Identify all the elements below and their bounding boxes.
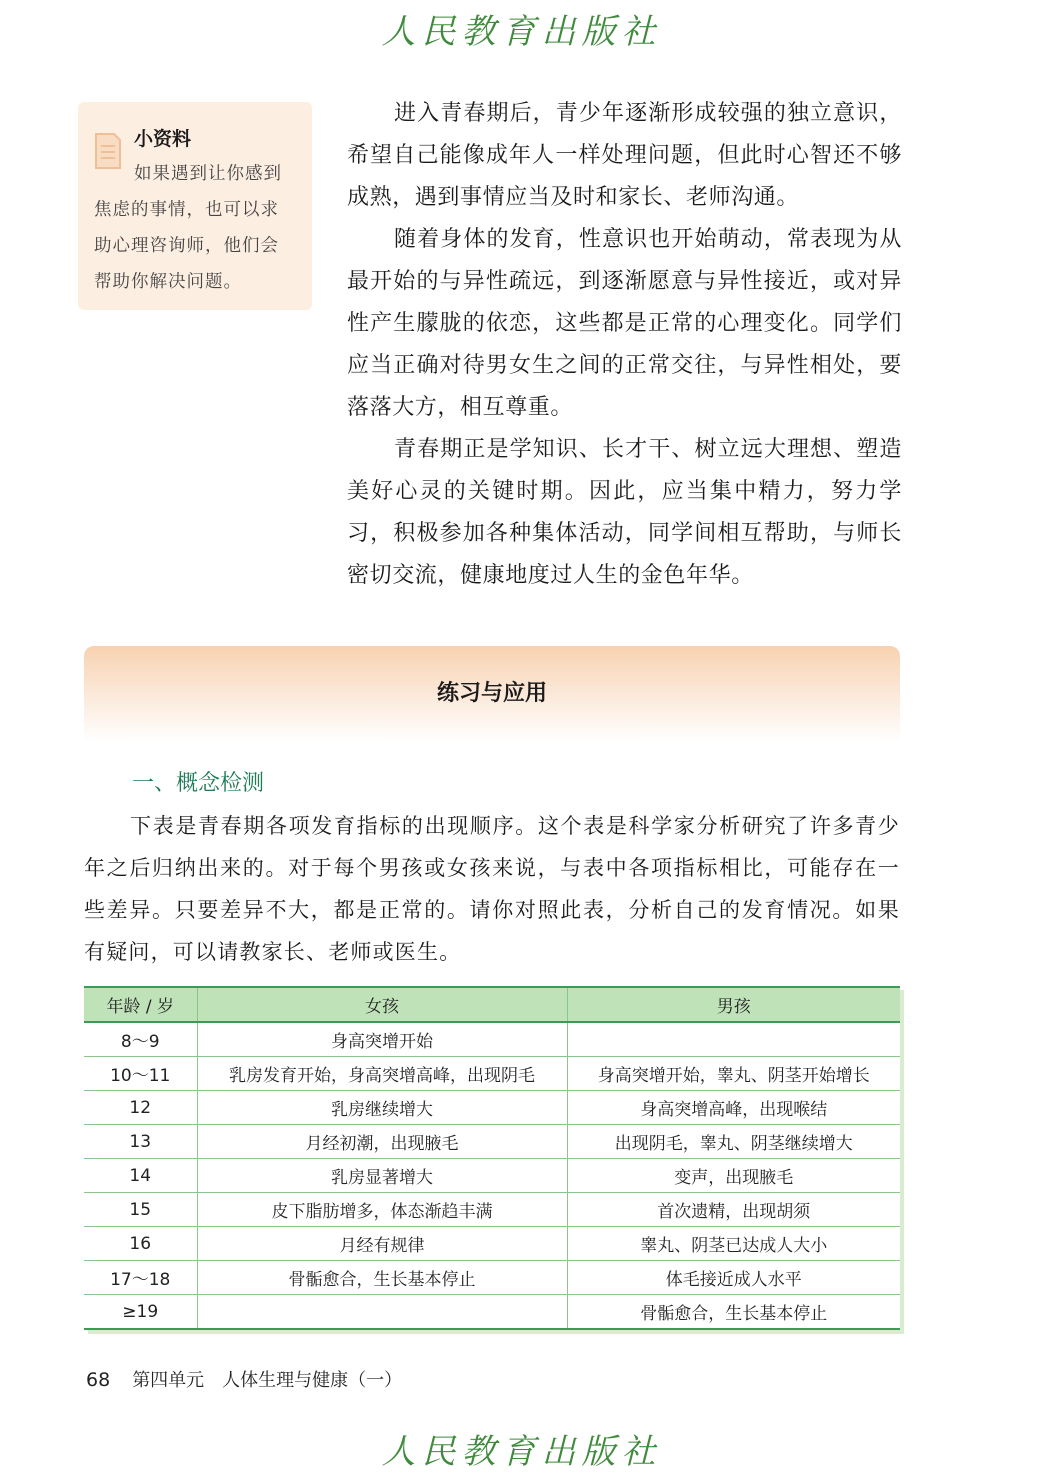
cell-boys: 体毛接近成人水平 [567,1261,900,1295]
sidenote-line: 如果遇到让你感到 [134,164,282,184]
cell-age: 14 [84,1159,197,1193]
table-header-row [84,987,900,1022]
cell-girls: 骨骺愈合，生长基本停止 [197,1261,567,1295]
cell-girls: 月经初潮，出现腋毛 [197,1125,567,1159]
cell-age: 13 [84,1125,197,1159]
table-row [84,1022,900,1057]
table-row [84,1125,900,1159]
header-age: 年龄 / 岁 [84,987,197,1022]
publisher-watermark-bottom: 人民教育出版社 [381,1432,662,1472]
table-row [84,1159,900,1193]
chapter-title: 第四单元 人体生理与健康（一） [132,1370,403,1391]
cell-boys: 变声，出现腋毛 [567,1159,900,1193]
cell-age: 17～18 [84,1261,197,1295]
cell-age: 8～9 [84,1022,197,1057]
sidenote-body [94,156,304,300]
cell-age: 10～11 [84,1057,197,1091]
body-text [347,93,902,597]
table-row [84,1193,900,1227]
development-table [84,986,900,1330]
sidenote-line: 帮助你解决问题。 [94,272,242,292]
table-row [84,1057,900,1091]
page-footer [86,1366,402,1392]
section-heading: 一、概念检测 [132,771,265,796]
cell-girls: 月经有规律 [197,1227,567,1261]
cell-boys: 首次遗精，出现胡须 [567,1193,900,1227]
publisher-watermark-top: 人民教育出版社 [381,12,662,52]
cell-age: 16 [84,1227,197,1261]
table-row [84,1295,900,1330]
cell-boys: 骨骺愈合，生长基本停止 [567,1295,900,1330]
cell-girls: 乳房继续增大 [197,1091,567,1125]
practice-banner [84,646,900,742]
header-boys: 男孩 [567,987,900,1022]
sidenote-title: 小资料 [134,128,192,150]
cell-girls: 乳房显著增大 [197,1159,567,1193]
table-row [84,1261,900,1295]
paragraph: 进入青春期后，青少年逐渐形成较强的独立意识，希望自己能像成年人一样处理问题，但此时心智还不够成熟，遇到事情应当及时和家长、老师沟通。 [347,101,902,210]
cell-girls: 身高突增开始 [197,1022,567,1057]
practice-title: 练习与应用 [436,681,547,706]
cell-girls: 乳房发育开始，身高突增高峰，出现阴毛 [197,1057,567,1091]
cell-age: 12 [84,1091,197,1125]
table-row [84,1227,900,1261]
page-number: 68 [86,1369,111,1391]
intro-paragraph: 下表是青春期各项发育指标的出现顺序。这个表是科学家分析研究了许多青少年之后归纳出来的。对于每个男孩或女孩来说，与表中各项指标相比，可能存在一些差异。只要差异不大，都是正常的。请你对照此表，分析自己的发育情况。如果有疑问，可以请教家长、老师或医生。 [84,814,900,964]
cell-boys: 身高突增开始，睾丸、阴茎开始增长 [567,1057,900,1091]
paragraph: 青春期正是学知识、长才干、树立远大理想、塑造美好心灵的关键时期。因此，应当集中精力，努力学习，积极参加各种集体活动，同学间相互帮助，与师长密切交流，健康地度过人生的金色年华。 [347,437,902,588]
cell-boys: 身高突增高峰，出现喉结 [567,1091,900,1125]
cell-boys [567,1022,900,1057]
cell-age: 15 [84,1193,197,1227]
table-row [84,1091,900,1125]
header-girls: 女孩 [197,987,567,1022]
cell-boys: 睾丸、阴茎已达成人大小 [567,1227,900,1261]
cell-girls [197,1295,567,1330]
exercise-intro [84,805,900,973]
sidenote-line: 助心理咨询师，他们会 [94,236,279,256]
paragraph: 随着身体的发育，性意识也开始萌动，常表现为从最开始的与异性疏远，到逐渐愿意与异性接近，或对异性产生朦胧的依恋，这些都是正常的心理变化。同学们应当正确对待男女生之间的正常交往，与异性相处，要落落大方，相互尊重。 [347,227,902,420]
sidenote-line: 焦虑的事情，也可以求 [94,200,279,220]
sidenote-box [78,102,312,310]
cell-boys: 出现阴毛，睾丸、阴茎继续增大 [567,1125,900,1159]
cell-age: ≥19 [84,1295,197,1330]
cell-girls: 皮下脂肪增多，体态渐趋丰满 [197,1193,567,1227]
